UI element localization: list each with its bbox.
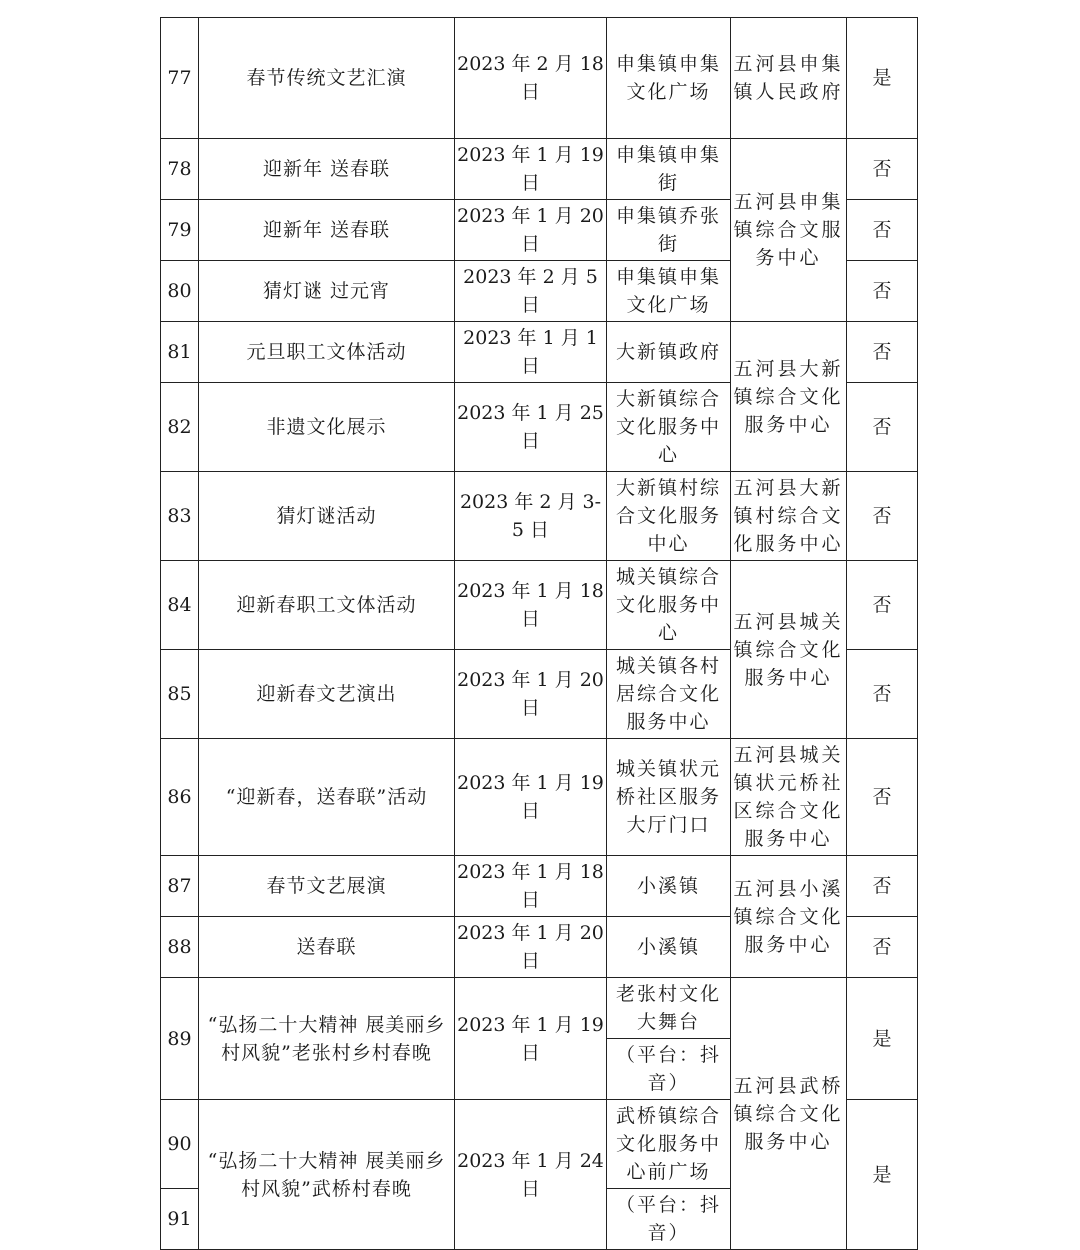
- table-row: [161, 561, 918, 650]
- table-row: [161, 322, 918, 383]
- flag-cell: 否: [847, 739, 918, 856]
- activity-name: 元旦职工文体活动: [199, 322, 455, 383]
- activity-name: 迎新春职工文体活动: [199, 561, 455, 650]
- activity-name: 猜灯谜活动: [199, 472, 455, 561]
- flag-cell: 否: [847, 856, 918, 917]
- activity-place: 武桥镇综合文化服务中心前广场: [607, 1100, 731, 1189]
- flag-cell: 否: [847, 650, 918, 739]
- row-number: 83: [161, 472, 199, 561]
- activity-platform: （平台：抖音）: [607, 1189, 731, 1250]
- flag-cell: 是: [847, 978, 918, 1100]
- table-row: [161, 856, 918, 917]
- activity-place: 城关镇各村居综合文化服务中心: [607, 650, 731, 739]
- flag-cell: 否: [847, 200, 918, 261]
- activity-date: 2023 年 1 月 1 日: [455, 322, 607, 383]
- activity-table: [160, 17, 918, 1250]
- activity-date: 2023 年 2 月 18 日: [455, 18, 607, 139]
- row-number: 88: [161, 917, 199, 978]
- organizer: 五河县大新镇综合文化服务中心: [731, 322, 847, 472]
- activity-date: 2023 年 1 月 19 日: [455, 739, 607, 856]
- activity-name: 春节传统文艺汇演: [199, 18, 455, 139]
- row-number: 78: [161, 139, 199, 200]
- activity-date: 2023 年 1 月 19 日: [455, 978, 607, 1100]
- table-row: [161, 978, 918, 1039]
- activity-name: 非遗文化展示: [199, 383, 455, 472]
- activity-table-sheet: [160, 17, 917, 1244]
- activity-name: 春节文艺展演: [199, 856, 455, 917]
- flag-cell: 否: [847, 561, 918, 650]
- activity-name: 迎新年 送春联: [199, 139, 455, 200]
- row-number: 91: [161, 1189, 199, 1250]
- organizer: 五河县申集镇人民政府: [731, 18, 847, 139]
- table-row: [161, 18, 918, 139]
- row-number: 89: [161, 978, 199, 1100]
- row-number: 87: [161, 856, 199, 917]
- table-row: [161, 739, 918, 856]
- activity-place: 大新镇村综合文化服务中心: [607, 472, 731, 561]
- table-row: [161, 139, 918, 200]
- activity-date: 2023 年 1 月 20 日: [455, 917, 607, 978]
- activity-date: 2023 年 2 月 3-5 日: [455, 472, 607, 561]
- activity-name: “弘扬二十大精神 展美丽乡村风貌”武桥村春晚: [199, 1100, 455, 1250]
- organizer: 五河县大新镇村综合文化服务中心: [731, 472, 847, 561]
- activity-place: 申集镇申集文化广场: [607, 261, 731, 322]
- organizer: 五河县申集镇综合文服务中心: [731, 139, 847, 322]
- table-row: [161, 472, 918, 561]
- activity-name: 猜灯谜 过元宵: [199, 261, 455, 322]
- activity-date: 2023 年 1 月 18 日: [455, 561, 607, 650]
- organizer: 五河县武桥镇综合文化服务中心: [731, 978, 847, 1250]
- flag-cell: 否: [847, 472, 918, 561]
- activity-place: 小溪镇: [607, 917, 731, 978]
- flag-cell: 否: [847, 383, 918, 472]
- row-number: 84: [161, 561, 199, 650]
- activity-name: “弘扬二十大精神 展美丽乡村风貌”老张村乡村春晚: [199, 978, 455, 1100]
- row-number: 86: [161, 739, 199, 856]
- row-number: 82: [161, 383, 199, 472]
- row-number: 85: [161, 650, 199, 739]
- flag-cell: 否: [847, 139, 918, 200]
- activity-name: 迎新春文艺演出: [199, 650, 455, 739]
- activity-name: 迎新年 送春联: [199, 200, 455, 261]
- flag-cell: 是: [847, 18, 918, 139]
- activity-date: 2023 年 1 月 25 日: [455, 383, 607, 472]
- activity-place: 大新镇综合文化服务中心: [607, 383, 731, 472]
- activity-name: 送春联: [199, 917, 455, 978]
- organizer: 五河县城关镇综合文化服务中心: [731, 561, 847, 739]
- flag-cell: 是: [847, 1100, 918, 1250]
- activity-place: 老张村文化大舞台: [607, 978, 731, 1039]
- activity-date: 2023 年 1 月 24 日: [455, 1100, 607, 1250]
- flag-cell: 否: [847, 917, 918, 978]
- activity-date: 2023 年 1 月 18 日: [455, 856, 607, 917]
- organizer: 五河县城关镇状元桥社区综合文化服务中心: [731, 739, 847, 856]
- row-number: 79: [161, 200, 199, 261]
- activity-place: 大新镇政府: [607, 322, 731, 383]
- row-number: 80: [161, 261, 199, 322]
- flag-cell: 否: [847, 322, 918, 383]
- activity-place: 申集镇申集文化广场: [607, 18, 731, 139]
- activity-date: 2023 年 1 月 20 日: [455, 650, 607, 739]
- row-number: 77: [161, 18, 199, 139]
- activity-place: 申集镇乔张街: [607, 200, 731, 261]
- activity-platform: （平台：抖音）: [607, 1039, 731, 1100]
- activity-place: 城关镇综合文化服务中心: [607, 561, 731, 650]
- activity-place: 小溪镇: [607, 856, 731, 917]
- activity-name: “迎新春，送春联”活动: [199, 739, 455, 856]
- activity-date: 2023 年 2 月 5 日: [455, 261, 607, 322]
- row-number: 90: [161, 1100, 199, 1189]
- organizer: 五河县小溪镇综合文化服务中心: [731, 856, 847, 978]
- flag-cell: 否: [847, 261, 918, 322]
- row-number: 81: [161, 322, 199, 383]
- activity-date: 2023 年 1 月 19 日: [455, 139, 607, 200]
- activity-date: 2023 年 1 月 20 日: [455, 200, 607, 261]
- activity-place: 城关镇状元桥社区服务大厅门口: [607, 739, 731, 856]
- activity-place: 申集镇申集街: [607, 139, 731, 200]
